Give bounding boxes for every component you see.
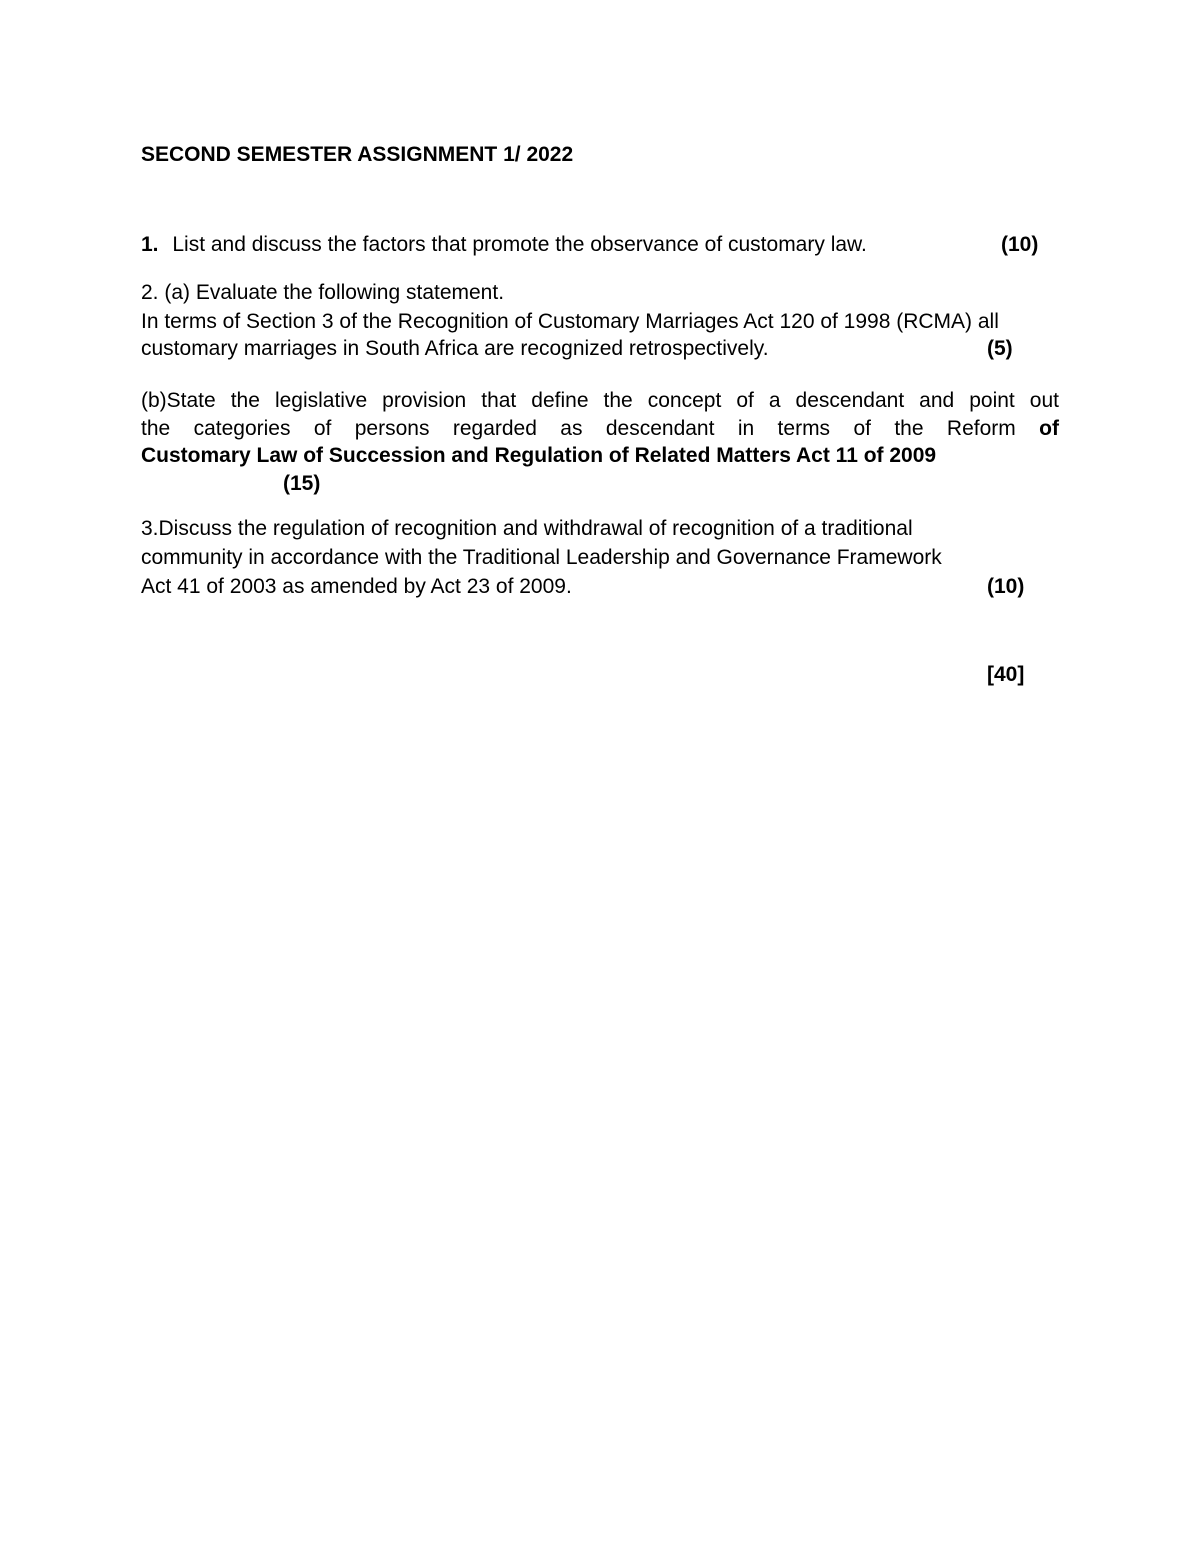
question-2b-line-2 <box>141 415 1059 443</box>
question-2a-line-1: 2. (a) Evaluate the following statement. <box>141 281 505 304</box>
question-2a-line-2: In terms of Section 3 of the Recognition of Customary Marriages Act 120 of 1998 (RCMA) all <box>141 310 999 333</box>
question-2a-marks: (5) <box>987 337 1013 360</box>
question-1 <box>141 232 867 258</box>
question-1-number: 1. <box>141 233 159 256</box>
question-2b-line-2-text: the categories of persons regarded as descendant in terms of the Reform <box>141 417 1016 440</box>
question-2b-line-2-bold: of <box>1039 417 1059 440</box>
document-title: SECOND SEMESTER ASSIGNMENT 1/ 2022 <box>141 143 574 166</box>
question-3-marks: (10) <box>987 575 1025 598</box>
question-2b-marks: (15) <box>283 472 321 495</box>
question-2a-line-3: customary marriages in South Africa are recognized retrospectively. <box>141 337 769 360</box>
question-3-line-2: community in accordance with the Traditional Leadership and Governance Framework <box>141 546 942 569</box>
question-2b-line-3: Customary Law of Succession and Regulation of Related Matters Act 11 of 2009 <box>141 444 937 467</box>
question-1-text: List and discuss the factors that promote the observance of customary law. <box>172 233 867 256</box>
question-3-line-1: 3.Discuss the regulation of recognition and withdrawal of recognition of a traditional <box>141 517 913 540</box>
question-1-marks: (10) <box>1001 233 1039 256</box>
question-3-line-3: Act 41 of 2003 as amended by Act 23 of 2009. <box>141 575 572 598</box>
total-marks: [40] <box>987 663 1025 686</box>
question-2b-line-1: (b)State the legislative provision that define the concept of a descendant and point out <box>141 389 1059 412</box>
